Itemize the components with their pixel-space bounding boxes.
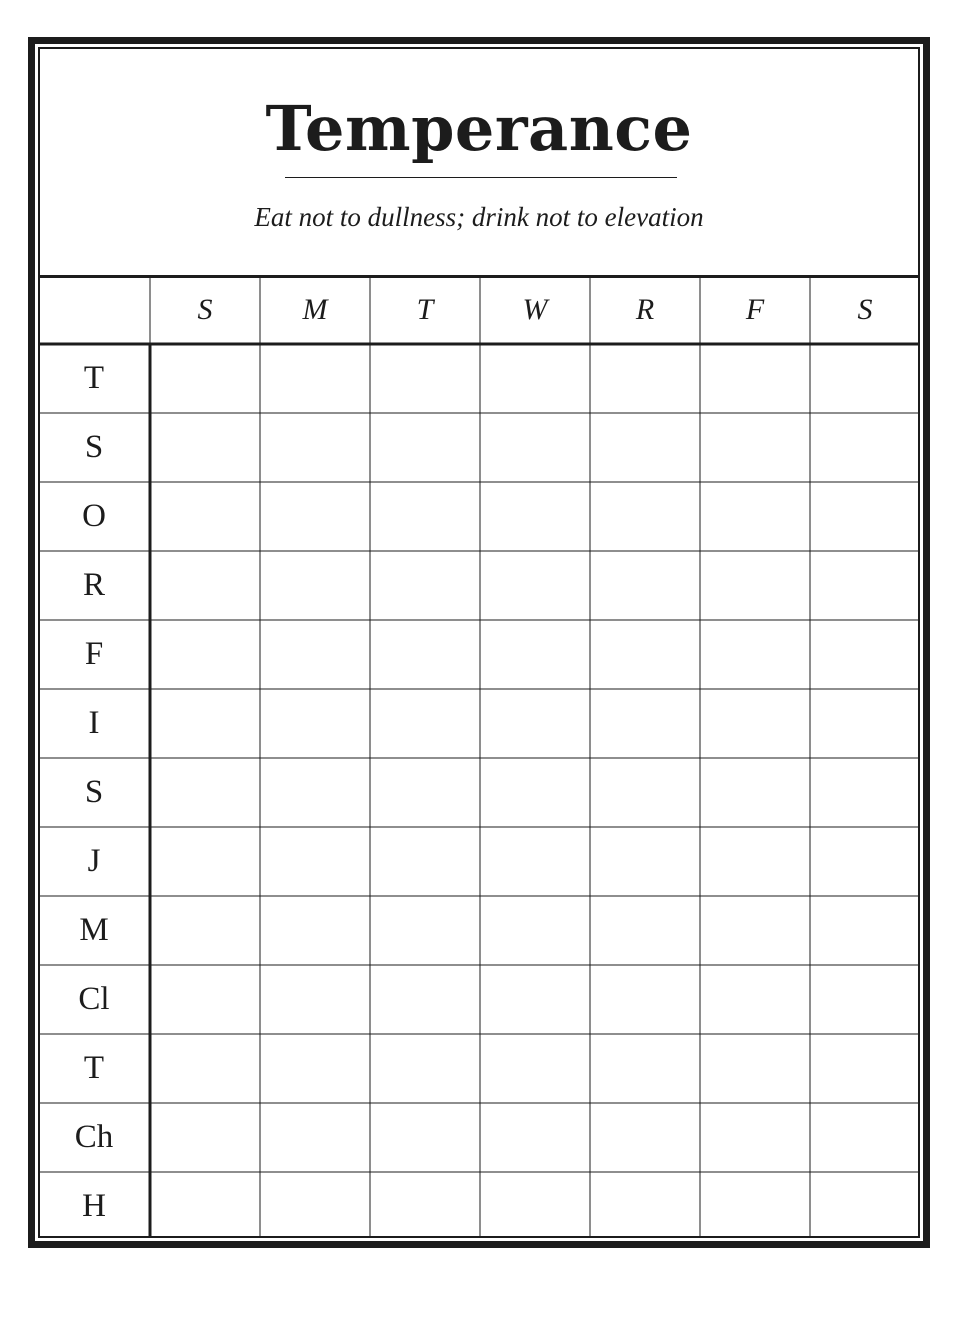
tracking-cell[interactable]	[370, 1172, 480, 1241]
tracking-cell[interactable]	[810, 344, 920, 413]
tracking-cell[interactable]	[590, 827, 700, 896]
tracking-cell[interactable]	[150, 689, 260, 758]
virtue-label-8: M	[79, 912, 109, 948]
tracking-cell[interactable]	[810, 482, 920, 551]
tracking-cell[interactable]	[150, 896, 260, 965]
tracking-cell[interactable]	[700, 965, 810, 1034]
tracking-cell[interactable]	[700, 1172, 810, 1241]
virtue-label-10: T	[83, 1050, 105, 1086]
tracking-cell[interactable]	[590, 896, 700, 965]
tracking-cell[interactable]	[480, 689, 590, 758]
tracking-cell[interactable]	[370, 1034, 480, 1103]
virtue-label-3: R	[82, 567, 105, 603]
tracking-cell[interactable]	[810, 1103, 920, 1172]
day-header-6: S	[857, 293, 873, 326]
tracking-cell[interactable]	[480, 827, 590, 896]
tracking-cell[interactable]	[370, 689, 480, 758]
tracking-cell[interactable]	[260, 1172, 370, 1241]
tracking-cell[interactable]	[260, 482, 370, 551]
tracking-cell[interactable]	[810, 413, 920, 482]
tracking-cell[interactable]	[370, 1103, 480, 1172]
tracking-cell[interactable]	[370, 758, 480, 827]
tracking-cell[interactable]	[260, 413, 370, 482]
tracking-cell[interactable]	[700, 896, 810, 965]
tracking-cell[interactable]	[260, 758, 370, 827]
virtue-label-9: Cl	[78, 981, 110, 1017]
day-header-1: M	[302, 293, 328, 326]
tracking-cell[interactable]	[590, 1172, 700, 1241]
tracking-cell[interactable]	[480, 896, 590, 965]
tracking-cell[interactable]	[590, 620, 700, 689]
tracking-cell[interactable]	[480, 758, 590, 827]
tracking-cell[interactable]	[480, 1034, 590, 1103]
tracking-cell[interactable]	[150, 1034, 260, 1103]
tracking-cell[interactable]	[700, 689, 810, 758]
tracking-cell[interactable]	[260, 896, 370, 965]
tracking-cell[interactable]	[590, 1103, 700, 1172]
tracking-cell[interactable]	[480, 482, 590, 551]
tracking-cell[interactable]	[370, 620, 480, 689]
tracking-cell[interactable]	[260, 827, 370, 896]
tracking-cell[interactable]	[590, 482, 700, 551]
tracking-cell[interactable]	[150, 413, 260, 482]
tracking-cell[interactable]	[260, 1034, 370, 1103]
tracking-cell[interactable]	[150, 758, 260, 827]
virtue-label-1: S	[84, 429, 104, 465]
tracking-cell[interactable]	[370, 413, 480, 482]
tracking-cell[interactable]	[150, 965, 260, 1034]
page-title: Temperance	[265, 92, 693, 165]
tracking-cell[interactable]	[810, 758, 920, 827]
virtue-label-5: I	[88, 705, 100, 741]
tracking-cell[interactable]	[700, 827, 810, 896]
tracking-cell[interactable]	[810, 551, 920, 620]
tracking-cell[interactable]	[810, 1034, 920, 1103]
tracking-cell[interactable]	[590, 344, 700, 413]
tracking-cell[interactable]	[700, 620, 810, 689]
tracking-cell[interactable]	[260, 965, 370, 1034]
tracking-cell[interactable]	[370, 551, 480, 620]
tracking-cell[interactable]	[590, 551, 700, 620]
day-header-2: T	[416, 293, 434, 326]
tracking-cell[interactable]	[590, 413, 700, 482]
tracking-cell[interactable]	[700, 758, 810, 827]
tracking-cell[interactable]	[150, 551, 260, 620]
tracking-cell[interactable]	[480, 965, 590, 1034]
tracking-cell[interactable]	[700, 551, 810, 620]
tracking-cell[interactable]	[150, 827, 260, 896]
tracking-cell[interactable]	[150, 620, 260, 689]
tracking-cell[interactable]	[480, 620, 590, 689]
tracking-cell[interactable]	[700, 482, 810, 551]
header	[40, 49, 918, 275]
tracking-cell[interactable]	[150, 482, 260, 551]
virtue-label-11: Ch	[74, 1119, 114, 1155]
tracking-cell[interactable]	[260, 1103, 370, 1172]
tracking-grid	[40, 275, 918, 1238]
tracking-cell[interactable]	[370, 827, 480, 896]
tracking-cell[interactable]	[700, 413, 810, 482]
day-header-3: W	[522, 293, 548, 326]
tracking-cell[interactable]	[150, 1103, 260, 1172]
tracking-cell[interactable]	[810, 1172, 920, 1241]
tracking-cell[interactable]	[370, 482, 480, 551]
virtue-label-4: F	[84, 636, 104, 672]
tracking-cell[interactable]	[480, 413, 590, 482]
day-header-5: F	[745, 293, 765, 326]
tracking-cell[interactable]	[150, 344, 260, 413]
tracking-cell[interactable]	[260, 344, 370, 413]
tracking-cell[interactable]	[810, 896, 920, 965]
tracking-cell[interactable]	[590, 965, 700, 1034]
tracking-cell[interactable]	[370, 344, 480, 413]
tracking-cell[interactable]	[590, 1034, 700, 1103]
tracking-cell[interactable]	[480, 1172, 590, 1241]
tracking-cell[interactable]	[150, 1172, 260, 1241]
virtue-label-2: O	[82, 498, 106, 534]
virtue-label-6: S	[84, 774, 104, 810]
tracking-cell[interactable]	[810, 827, 920, 896]
tracking-cell[interactable]	[260, 620, 370, 689]
title-underline	[285, 177, 677, 178]
tracking-cell[interactable]	[590, 758, 700, 827]
tracking-cell[interactable]	[700, 1103, 810, 1172]
tracking-cell[interactable]	[480, 551, 590, 620]
tracking-cell[interactable]	[260, 689, 370, 758]
page-subtitle: Eat not to dullness; drink not to elevation	[254, 202, 704, 232]
tracking-cell[interactable]	[810, 965, 920, 1034]
virtue-label-7: J	[87, 843, 101, 879]
virtue-label-0: T	[83, 360, 105, 396]
chart-frame	[28, 37, 930, 1248]
tracking-cell[interactable]	[260, 551, 370, 620]
inner-frame	[38, 47, 920, 1238]
tracking-cell[interactable]	[370, 965, 480, 1034]
tracking-cell[interactable]	[370, 896, 480, 965]
virtue-label-12: H	[82, 1188, 106, 1224]
tracking-cell[interactable]	[480, 344, 590, 413]
day-header-4: R	[635, 293, 655, 326]
tracking-cell[interactable]	[590, 689, 700, 758]
tracking-cell[interactable]	[700, 1034, 810, 1103]
tracking-cell[interactable]	[810, 689, 920, 758]
tracking-cell[interactable]	[700, 344, 810, 413]
tracking-cell[interactable]	[810, 620, 920, 689]
day-header-0: S	[197, 293, 213, 326]
tracking-cell[interactable]	[480, 1103, 590, 1172]
